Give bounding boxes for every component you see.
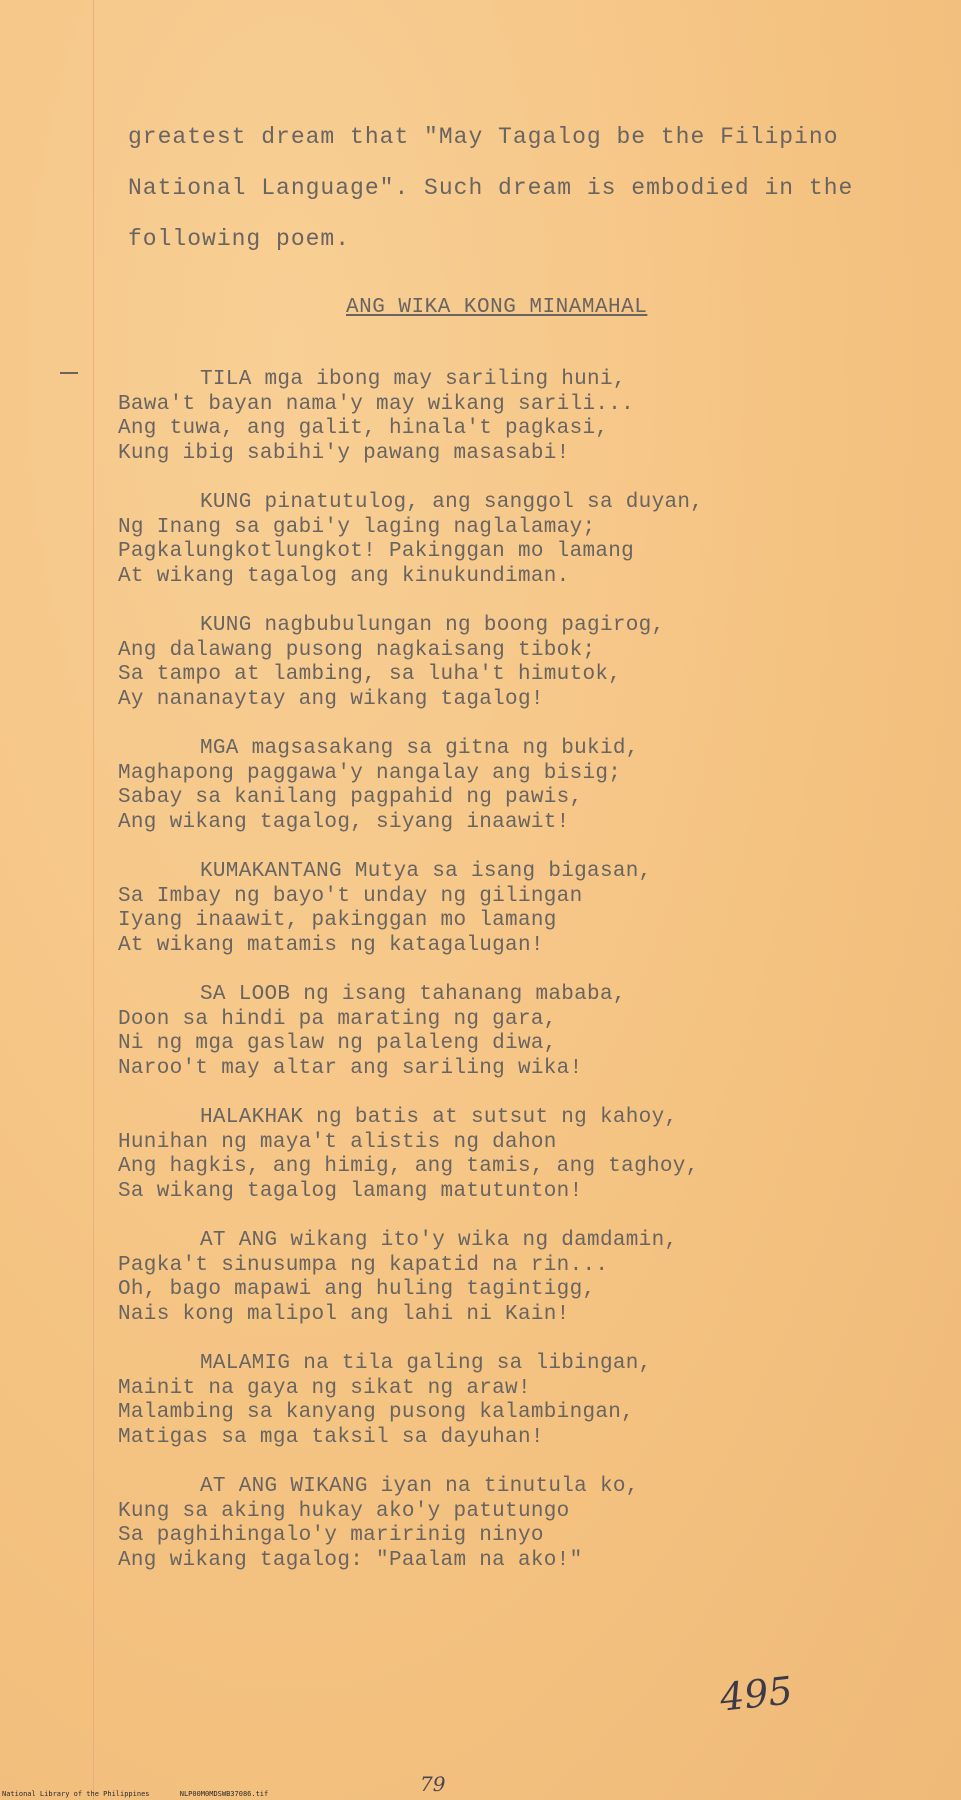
- footer-library: National Library of the Philippines: [2, 1790, 150, 1798]
- poem-line: Ay nananaytay ang wikang tagalog!: [118, 687, 544, 711]
- poem-stanza: [118, 1106, 703, 1204]
- poem-line: At wikang matamis ng katagalugan!: [118, 933, 544, 957]
- poem-line: Ang tuwa, ang galit, hinala't pagkasi,: [118, 417, 609, 440]
- poem-line: MALAMIG na tila galing sa libingan,: [200, 1352, 652, 1375]
- poem-line: HALAKHAK ng batis at sutsut ng kahoy,: [200, 1106, 678, 1129]
- poem-line: MGA magsasakang sa gitna ng bukid,: [200, 737, 639, 760]
- poem-line: Sa wikang tagalog lamang matutunton!: [118, 1179, 583, 1203]
- poem-line: At wikang tagalog ang kinukundiman.: [118, 564, 570, 588]
- intro-line: following poem.: [128, 226, 351, 252]
- poem-line: Kung sa aking hukay ako'y patutungo: [118, 1499, 570, 1523]
- footer: [2, 1790, 294, 1798]
- poem-line: AT ANG WIKANG iyan na tinutula ko,: [200, 1475, 639, 1498]
- poem-line: Bawa't bayan nama'y may wikang sarili...: [118, 392, 635, 416]
- poem-stanza: [118, 983, 703, 1081]
- handwritten-number: 495: [717, 1668, 795, 1720]
- poem-line: Sa paghihingalo'y maririnig ninyo: [118, 1524, 544, 1547]
- poem-line: Iyang inaawit, pakinggan mo lamang: [118, 909, 557, 932]
- poem-line: AT ANG wikang ito'y wika ng damdamin,: [200, 1229, 678, 1252]
- poem-line: Ang dalawang pusong nagkaisang tibok;: [118, 638, 596, 662]
- poem-stanza: [118, 614, 703, 712]
- poem-line: Sabay sa kanilang pagpahid ng pawis,: [118, 786, 583, 809]
- margin-line: [93, 0, 94, 1800]
- poem-line: Pagka't sinusumpa ng kapatid na rin...: [118, 1253, 609, 1277]
- poem-line: Maghapong paggawa'y nangalay ang bisig;: [118, 761, 622, 785]
- poem-line: Naroo't may altar ang sariling wika!: [118, 1056, 583, 1080]
- poem-line: Ang wikang tagalog: "Paalam na ako!": [118, 1548, 583, 1572]
- poem-line: Ang hagkis, ang himig, ang tamis, ang taghoy,: [118, 1155, 699, 1178]
- poem-line: KUMAKANTANG Mutya sa isang bigasan,: [200, 860, 652, 883]
- intro-line: National Language". Such dream is embodied in the: [128, 175, 854, 201]
- intro-line: greatest dream that "May Tagalog be the Filipino: [128, 124, 839, 150]
- intro-paragraph: [128, 112, 853, 265]
- poem-line: Doon sa hindi pa marating ng gara,: [118, 1007, 557, 1031]
- poem-stanza: [118, 737, 703, 835]
- page-number: 79: [420, 1772, 446, 1796]
- poem-line: Nais kong malipol ang lahi ni Kain!: [118, 1302, 570, 1326]
- poem-stanza: [118, 1352, 703, 1450]
- poem-stanza: [118, 1229, 703, 1327]
- poem-line: Sa Imbay ng bayo't unday ng gilingan: [118, 884, 583, 908]
- poem-title: ANG WIKA KONG MINAMAHAL: [346, 296, 648, 319]
- poem-line: KUNG pinatutulog, ang sanggol sa duyan,: [200, 491, 704, 514]
- poem-line: KUNG nagbubulungan ng boong pagirog,: [200, 614, 665, 637]
- poem-line: Matigas sa mga taksil sa dayuhan!: [118, 1425, 544, 1449]
- poem-line: Ng Inang sa gabi'y laging naglalamay;: [118, 515, 596, 539]
- poem-line: Kung ibig sabihi'y pawang masasabi!: [118, 441, 570, 465]
- poem-line: Ni ng mga gaslaw ng palaleng diwa,: [118, 1032, 557, 1055]
- poem-line: Sa tampo at lambing, sa luha't himutok,: [118, 663, 622, 686]
- poem-line: TILA mga ibong may sariling huni,: [200, 368, 626, 391]
- poem-body: [118, 368, 703, 1598]
- poem-line: Oh, bago mapawi ang huling tagintigg,: [118, 1278, 596, 1301]
- poem-line: Hunihan ng maya't alistis ng dahon: [118, 1130, 557, 1154]
- margin-dash: [60, 372, 78, 374]
- poem-stanza: [118, 368, 703, 466]
- poem-line: Ang wikang tagalog, siyang inaawit!: [118, 810, 570, 834]
- poem-stanza: [118, 860, 703, 958]
- poem-stanza: [118, 491, 703, 589]
- poem-line: Pagkalungkotlungkot! Pakinggan mo lamang: [118, 540, 635, 563]
- poem-line: Mainit na gaya ng sikat ng araw!: [118, 1376, 531, 1400]
- poem-line: Malambing sa kanyang pusong kalambingan,: [118, 1401, 635, 1424]
- poem-line: SA LOOB ng isang tahanang mababa,: [200, 983, 626, 1006]
- poem-stanza: [118, 1475, 703, 1573]
- footer-filename: NLP00M0MDSWB37086.tif: [179, 1790, 269, 1798]
